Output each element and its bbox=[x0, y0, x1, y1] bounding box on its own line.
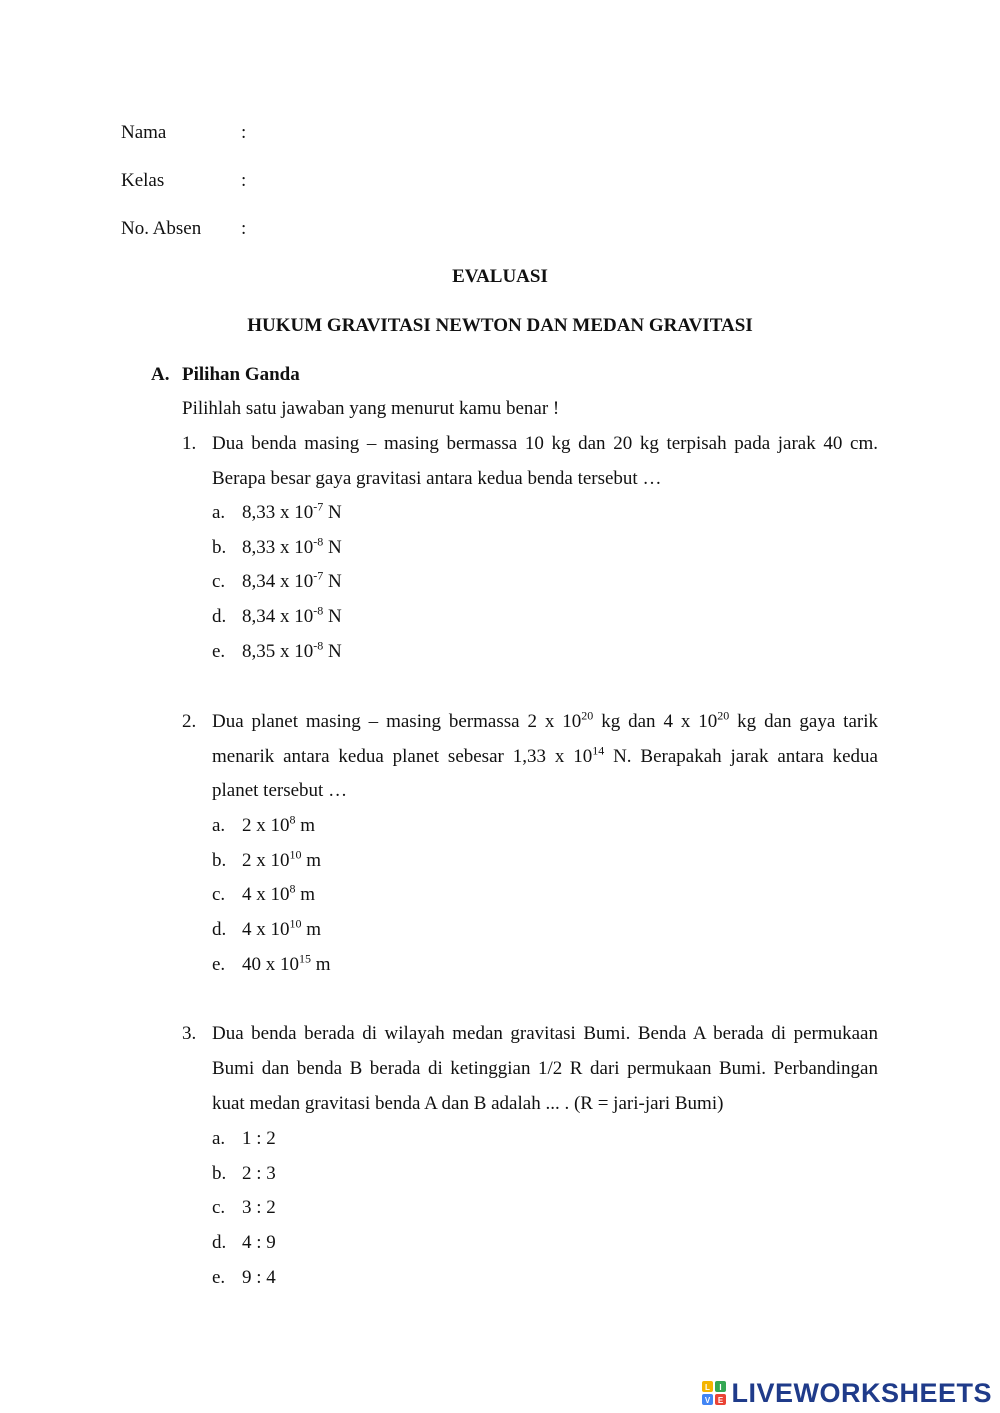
page-title: EVALUASI bbox=[452, 266, 548, 287]
question-text-line: Bumi dan benda B berada di ketinggian 1/2 R dari permukaan Bumi. Perbandingan bbox=[212, 1058, 878, 1079]
option-letter: b. bbox=[212, 537, 227, 558]
option-value[interactable]: 8,33 x $10^{-8}$ N bbox=[242, 534, 342, 558]
option-value[interactable]: 3 : 2 bbox=[242, 1197, 276, 1218]
option-value[interactable]: 4 x $10^{10}$ m bbox=[242, 916, 322, 940]
question-text-line: Dua benda berada di wilayah medan gravitasi Bumi. Benda A berada di permukaan bbox=[212, 1023, 878, 1044]
option-letter: e. bbox=[212, 954, 226, 975]
option-letter: e. bbox=[212, 1267, 226, 1288]
option-letter: d. bbox=[212, 1232, 227, 1253]
field-colon: : bbox=[241, 122, 247, 143]
question-text-line: Berapa besar gaya gravitasi antara kedua benda tersebut … bbox=[212, 468, 662, 489]
option-letter: b. bbox=[212, 1163, 227, 1184]
option-value[interactable]: 2 x $10^8$ m bbox=[242, 812, 316, 836]
question-text-line: planet tersebut … bbox=[212, 780, 348, 801]
question-number: 3. bbox=[182, 1023, 197, 1044]
svg-text:I: I bbox=[719, 1383, 723, 1392]
field-label-no-absen: No. Absen bbox=[121, 218, 202, 239]
question-text-line: Dua planet masing – masing bermassa 2 x $10^{20}$ kg dan 4 x $10^{20}$ kg dan gaya tarik bbox=[212, 708, 879, 732]
svg-text:L: L bbox=[705, 1383, 711, 1392]
option-letter: a. bbox=[212, 502, 226, 523]
option-value[interactable]: 8,34 x $10^{-7}$ N bbox=[242, 568, 342, 592]
page-subtitle: HUKUM GRAVITASI NEWTON DAN MEDAN GRAVITASI bbox=[247, 315, 753, 336]
section-marker: A. bbox=[151, 364, 170, 385]
option-value[interactable]: 1 : 2 bbox=[242, 1128, 276, 1149]
liveworksheets-logo[interactable] bbox=[701, 1377, 992, 1409]
option-value[interactable]: 4 x $10^8$ m bbox=[242, 881, 316, 905]
option-letter: c. bbox=[212, 571, 226, 592]
option-letter: c. bbox=[212, 884, 226, 905]
option-letter: d. bbox=[212, 919, 227, 940]
question-text-line: menarik antara kedua planet sebesar 1,33 x $10^{14}$ N. Berapakah jarak antara kedua bbox=[212, 743, 878, 767]
option-letter: a. bbox=[212, 815, 226, 836]
question-text-line: Dua benda masing – masing bermassa 10 kg dan 20 kg terpisah pada jarak 40 cm. bbox=[212, 433, 878, 454]
field-label-nama: Nama bbox=[121, 122, 167, 143]
option-value[interactable]: 8,34 x $10^{-8}$ N bbox=[242, 603, 342, 627]
field-colon: : bbox=[241, 218, 247, 239]
question-number: 1. bbox=[182, 433, 197, 454]
field-colon: : bbox=[241, 170, 247, 191]
option-letter: a. bbox=[212, 1128, 226, 1149]
option-value[interactable]: 4 : 9 bbox=[242, 1232, 276, 1253]
field-label-kelas: Kelas bbox=[121, 170, 165, 191]
option-value[interactable]: 40 x $10^{15}$ m bbox=[242, 951, 331, 975]
question-number: 2. bbox=[182, 711, 197, 732]
liveworksheets-logo-text: LIVEWORKSHEETS bbox=[731, 1377, 992, 1408]
option-letter: e. bbox=[212, 641, 226, 662]
option-value[interactable]: 8,33 x $10^{-7}$ N bbox=[242, 499, 342, 523]
section-instruction: Pilihlah satu jawaban yang menurut kamu benar ! bbox=[182, 398, 560, 419]
option-letter: c. bbox=[212, 1197, 226, 1218]
option-letter: b. bbox=[212, 850, 227, 871]
liveworksheets-logo-icon bbox=[701, 1380, 727, 1406]
option-value[interactable]: 2 x $10^{10}$ m bbox=[242, 847, 322, 871]
option-value[interactable]: 8,35 x $10^{-8}$ N bbox=[242, 638, 342, 662]
option-value[interactable]: 2 : 3 bbox=[242, 1163, 276, 1184]
question-text-line: kuat medan gravitasi benda A dan B adalah ... . (R = jari-jari Bumi) bbox=[212, 1093, 724, 1114]
svg-text:E: E bbox=[718, 1396, 724, 1405]
option-letter: d. bbox=[212, 606, 227, 627]
section-title: Pilihan Ganda bbox=[182, 364, 300, 385]
option-value[interactable]: 9 : 4 bbox=[242, 1267, 276, 1288]
svg-text:V: V bbox=[705, 1396, 711, 1405]
